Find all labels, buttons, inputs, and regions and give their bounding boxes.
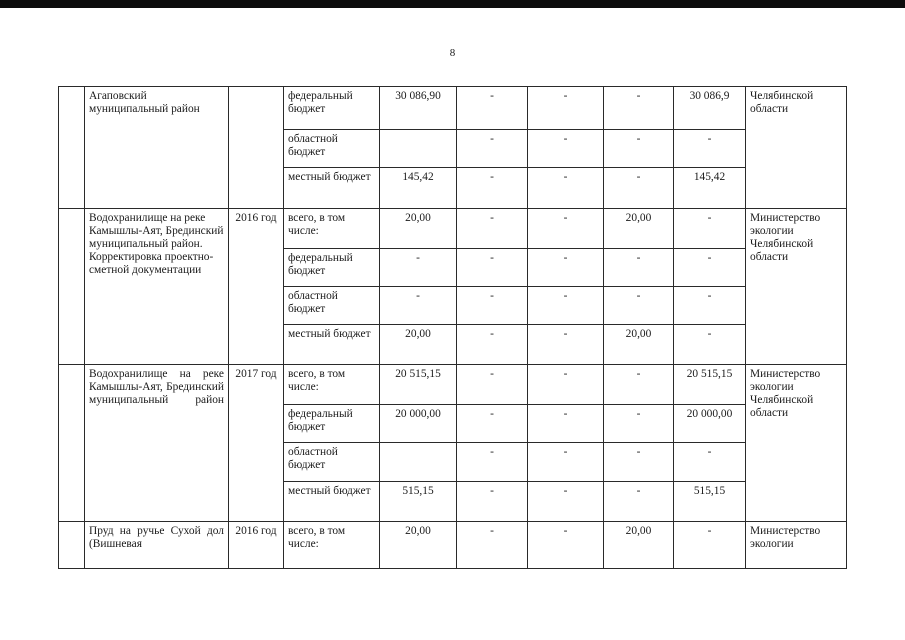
amount-cell: 20,00: [604, 209, 674, 249]
amount-cell: [380, 443, 457, 482]
amount-cell: -: [457, 325, 528, 365]
amount-cell: -: [380, 287, 457, 325]
amount-cell: 20 000,00: [674, 405, 746, 443]
amount-cell: 515,15: [674, 482, 746, 522]
amount-cell: -: [528, 209, 604, 249]
amount-cell: -: [604, 87, 674, 130]
row-number-cell: [59, 522, 85, 569]
amount-cell: -: [457, 87, 528, 130]
funding-source-cell: местный бюджет: [284, 482, 380, 522]
funding-source-cell: всего, в том числе:: [284, 365, 380, 405]
amount-cell: -: [604, 443, 674, 482]
object-name-cell: Водохранилище на реке Камышлы-Аят, Брединский муниципальный район: [85, 365, 229, 522]
year-cell: 2016 год: [229, 522, 284, 569]
amount-cell: -: [674, 130, 746, 168]
amount-cell: -: [674, 325, 746, 365]
amount-cell: -: [604, 249, 674, 287]
object-name-cell: Агаповский муниципальный район: [85, 87, 229, 209]
amount-cell: 20,00: [380, 522, 457, 569]
amount-cell: -: [604, 405, 674, 443]
amount-cell: -: [528, 130, 604, 168]
amount-cell: 30 086,9: [674, 87, 746, 130]
amount-cell: 20 000,00: [380, 405, 457, 443]
funding-source-cell: федеральный бюджет: [284, 249, 380, 287]
amount-cell: -: [528, 522, 604, 569]
amount-cell: -: [528, 249, 604, 287]
amount-cell: -: [604, 482, 674, 522]
amount-cell: 20,00: [604, 522, 674, 569]
amount-cell: 20,00: [380, 325, 457, 365]
amount-cell: 20,00: [604, 325, 674, 365]
amount-cell: 515,15: [380, 482, 457, 522]
amount-cell: -: [528, 443, 604, 482]
amount-cell: -: [604, 287, 674, 325]
amount-cell: 20,00: [380, 209, 457, 249]
responsible-org-cell: Министерство экологии Челябинской области: [746, 209, 847, 365]
amount-cell: -: [528, 482, 604, 522]
amount-cell: -: [674, 522, 746, 569]
responsible-org-cell: Министерство экологии: [746, 522, 847, 569]
amount-cell: -: [674, 443, 746, 482]
responsible-org-cell: Министерство экологии Челябинской области: [746, 365, 847, 522]
year-cell: 2016 год: [229, 209, 284, 365]
amount-cell: -: [528, 325, 604, 365]
funding-source-cell: местный бюджет: [284, 325, 380, 365]
page-number: 8: [449, 47, 456, 59]
funding-source-cell: местный бюджет: [284, 168, 380, 209]
amount-cell: -: [674, 249, 746, 287]
amount-cell: [380, 130, 457, 168]
amount-cell: -: [674, 287, 746, 325]
amount-cell: -: [528, 87, 604, 130]
amount-cell: 20 515,15: [380, 365, 457, 405]
amount-cell: -: [604, 168, 674, 209]
table-row: [59, 87, 847, 130]
funding-source-cell: всего, в том числе:: [284, 209, 380, 249]
funding-source-cell: федеральный бюджет: [284, 405, 380, 443]
amount-cell: -: [528, 287, 604, 325]
amount-cell: -: [457, 168, 528, 209]
amount-cell: 145,42: [674, 168, 746, 209]
amount-cell: -: [457, 249, 528, 287]
funding-source-cell: областной бюджет: [284, 287, 380, 325]
amount-cell: 30 086,90: [380, 87, 457, 130]
amount-cell: -: [528, 168, 604, 209]
amount-cell: -: [604, 130, 674, 168]
table-row: [59, 365, 847, 405]
year-cell: 2017 год: [229, 365, 284, 522]
amount-cell: -: [457, 443, 528, 482]
row-number-cell: [59, 87, 85, 209]
row-number-cell: [59, 209, 85, 365]
amount-cell: -: [528, 365, 604, 405]
budget-table: [58, 86, 847, 569]
amount-cell: -: [674, 209, 746, 249]
funding-source-cell: федеральный бюджет: [284, 87, 380, 130]
amount-cell: -: [457, 130, 528, 168]
table-row: [59, 522, 847, 569]
top-border-bar: [0, 0, 905, 8]
funding-source-cell: областной бюджет: [284, 443, 380, 482]
object-name-cell: Пруд на ручье Сухой дол (Вишневая: [85, 522, 229, 569]
amount-cell: -: [528, 405, 604, 443]
year-cell: [229, 87, 284, 209]
responsible-org-cell: Челябинской области: [746, 87, 847, 209]
table-row: [59, 209, 847, 249]
amount-cell: -: [457, 405, 528, 443]
row-number-cell: [59, 365, 85, 522]
object-name-cell: Водохранилище на реке Камышлы-Аят, Брединский муниципальный район. Корректировка проектно-сметной документации: [85, 209, 229, 365]
amount-cell: 145,42: [380, 168, 457, 209]
amount-cell: -: [457, 482, 528, 522]
amount-cell: 20 515,15: [674, 365, 746, 405]
amount-cell: -: [457, 522, 528, 569]
amount-cell: -: [457, 209, 528, 249]
funding-source-cell: всего, в том числе:: [284, 522, 380, 569]
funding-source-cell: областной бюджет: [284, 130, 380, 168]
amount-cell: -: [604, 365, 674, 405]
amount-cell: -: [380, 249, 457, 287]
amount-cell: -: [457, 287, 528, 325]
amount-cell: -: [457, 365, 528, 405]
